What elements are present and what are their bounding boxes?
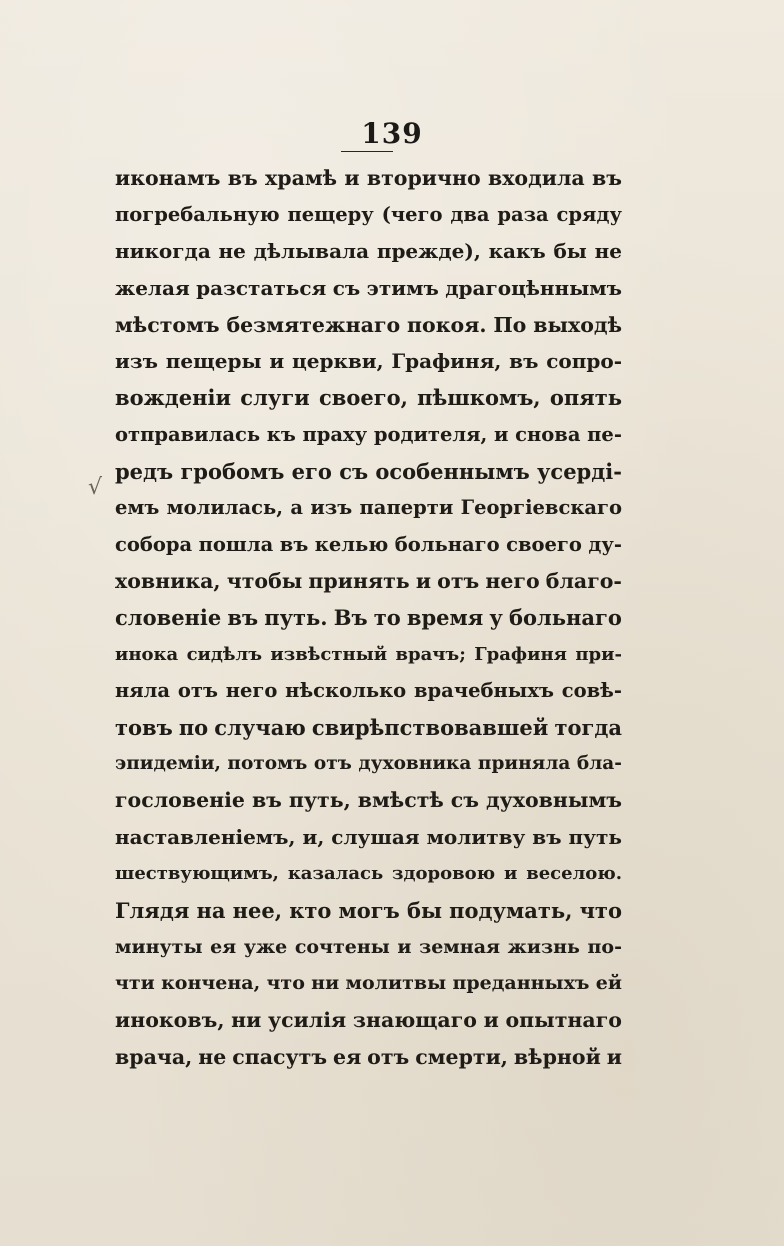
text-line: никогда не дѣлывала прежде), какъ бы не (115, 239, 622, 264)
text-line: чти кончена, что ни молитвы преданныхъ ей (115, 972, 622, 995)
text-line: изъ пещеры и церкви, Графиня, въ сопро- (115, 349, 622, 374)
text-line: мѣстомъ безмятежнаго покоя. По выходѣ (115, 312, 622, 337)
text-line: иконамъ въ храмѣ и вторично входила въ (115, 166, 622, 191)
text-line: редъ гробомъ его съ особеннымъ усерді- (115, 458, 622, 484)
text-line: отправилась къ праху родителя, и снова пе- (115, 422, 622, 446)
text-line: гословеніе въ путь, вмѣстѣ съ духовнымъ (115, 788, 622, 813)
text-line: иноковъ, ни усилія знающаго и опытнаго (115, 1007, 622, 1032)
text-line: Глядя на нее, кто могъ бы подумать, что (115, 897, 622, 923)
text-line: инока сидѣлъ извѣстный врачъ; Графиня при- (115, 643, 622, 665)
text-line: погребальную пещеру (чего два раза сряду (115, 203, 622, 227)
text-line: врача, не спасутъ ея отъ смерти, вѣрной и (115, 1044, 622, 1069)
text-line: емъ молилась, а изъ паперти Георгіевскаго (115, 496, 622, 520)
margin-pencil-mark: √ (88, 475, 103, 500)
text-line: минуты ея уже сочтены и земная жизнь по- (115, 935, 622, 958)
page-number-underline (341, 151, 393, 152)
text-line: вожденіи слуги своего, пѣшкомъ, опять (115, 385, 622, 411)
text-line: собора пошла въ келью больнаго своего ду- (115, 532, 622, 556)
text-line: словеніе въ путь. Въ то время у больнаго (115, 604, 622, 630)
text-line: эпидеміи, потомъ отъ духовника приняла бла- (115, 753, 622, 775)
text-line: товъ по случаю свирѣпствовавшей тогда (115, 714, 622, 740)
text-line: желая разстаться съ этимъ драгоцѣннымъ (115, 276, 622, 301)
text-line: наставленіемъ, и, слушая молитву въ путь (115, 824, 622, 849)
page-number: 139 (361, 117, 423, 150)
text-line: шествующимъ, казалась здоровою и веселою. (115, 863, 622, 885)
body-text (115, 160, 622, 1075)
text-line: ховника, чтобы принять и отъ него благо- (115, 568, 622, 593)
text-line: няла отъ него нѣсколько врачебныхъ совѣ- (115, 679, 622, 703)
